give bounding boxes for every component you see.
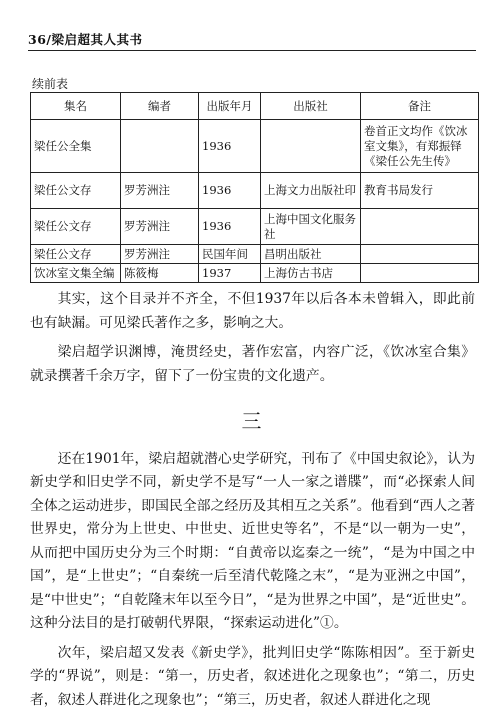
table-cell xyxy=(361,245,479,264)
table-cell: 罗芳洲注 xyxy=(121,209,199,245)
column-header-publisher: 出版社 xyxy=(261,93,361,120)
header-rule xyxy=(28,50,476,51)
paragraph: 其实，这个目录并不齐全，不但1937年以后各本未曾辑入，即此前也有缺漏。可见梁氏著作之多，影响之大。 xyxy=(30,288,475,335)
table-cell: 梁任公文存 xyxy=(31,245,121,264)
table-cell: 上海中国文化服务社 xyxy=(261,209,361,245)
column-header-date: 出版年月 xyxy=(199,93,261,120)
column-header-editor: 编者 xyxy=(121,93,199,120)
table-cell: 陈筱梅 xyxy=(121,264,199,283)
table-caption: 续前表 xyxy=(32,75,68,92)
table-row xyxy=(31,120,479,173)
running-header: 36/梁启超其人其书 xyxy=(28,30,142,48)
table-cell: 1937 xyxy=(199,264,261,283)
table-cell: 饮冰室文集全编 xyxy=(31,264,121,283)
table-cell: 罗芳洲注 xyxy=(121,173,199,209)
body-text xyxy=(30,288,475,712)
table-cell: 梁任公文存 xyxy=(31,209,121,245)
table-cell: 1936 xyxy=(199,173,261,209)
table-cell: 梁任公文存 xyxy=(31,173,121,209)
table-cell: 教育书局发行 xyxy=(361,173,479,209)
paragraph: 次年，梁启超又发表《新史学》，批判旧史学“陈陈相因”。至于新史学的“界说”，则是：“第一，历史者，叙述进化之现象也”；“第二，历史者，叙述人群进化之现象也”；“第三，历史者，叙述人群进化之现 xyxy=(30,642,475,712)
table-row xyxy=(31,245,479,264)
table-cell xyxy=(361,209,479,245)
paragraph: 梁启超学识渊博，淹贯经史，著作宏富，内容广泛，《饮冰室合集》就录撰著千余万字，留下了一份宝贵的文化遗产。 xyxy=(30,341,475,388)
table-cell: 罗芳洲注 xyxy=(121,245,199,264)
table-cell: 卷首正文均作《饮冰室文集》，有郑振铎《梁任公先生传》 xyxy=(361,120,479,173)
paragraph: 还在1901年，梁启超就潜心史学研究，刊布了《中国史叙论》，认为新史学和旧史学不同，新史学不是写“一人一家之谱牒”，而“必探索人间全体之运动进步，即国民全部之经历及其相互之关系”。他看到“西人之著世界史，常分为上世史、中世史、近世史等名”，不是“以一朝为一史”，从而把中国历史分为三个时期：“自黄帝以迄秦之一统”，“是为中国之中国”，是“上世史”；“自秦统一后至清代乾隆之末”，“是为亚洲之中国”，是“中世史”；“自乾隆末年以至今日”，“是为世界之中国”，是“近世史”。这种分法目的是打破朝代界限，“探索运动进化”①。 xyxy=(30,448,475,636)
publications-table xyxy=(30,92,479,283)
table-cell: 民国年间 xyxy=(199,245,261,264)
table-cell: 昌明出版社 xyxy=(261,245,361,264)
table-cell: 梁任公全集 xyxy=(31,120,121,173)
column-header-title: 集名 xyxy=(31,93,121,120)
table-cell: 上海仿古书店 xyxy=(261,264,361,283)
table-row xyxy=(31,209,479,245)
table-cell xyxy=(261,120,361,173)
table-cell xyxy=(361,264,479,283)
table-cell xyxy=(121,120,199,173)
column-header-notes: 备注 xyxy=(361,93,479,120)
table-header-row xyxy=(31,93,479,120)
table-cell: 1936 xyxy=(199,120,261,173)
table-cell: 上海文力出版社印 xyxy=(261,173,361,209)
section-heading: 三 xyxy=(30,410,475,434)
table-cell: 1936 xyxy=(199,209,261,245)
table-row xyxy=(31,264,479,283)
table-row xyxy=(31,173,479,209)
